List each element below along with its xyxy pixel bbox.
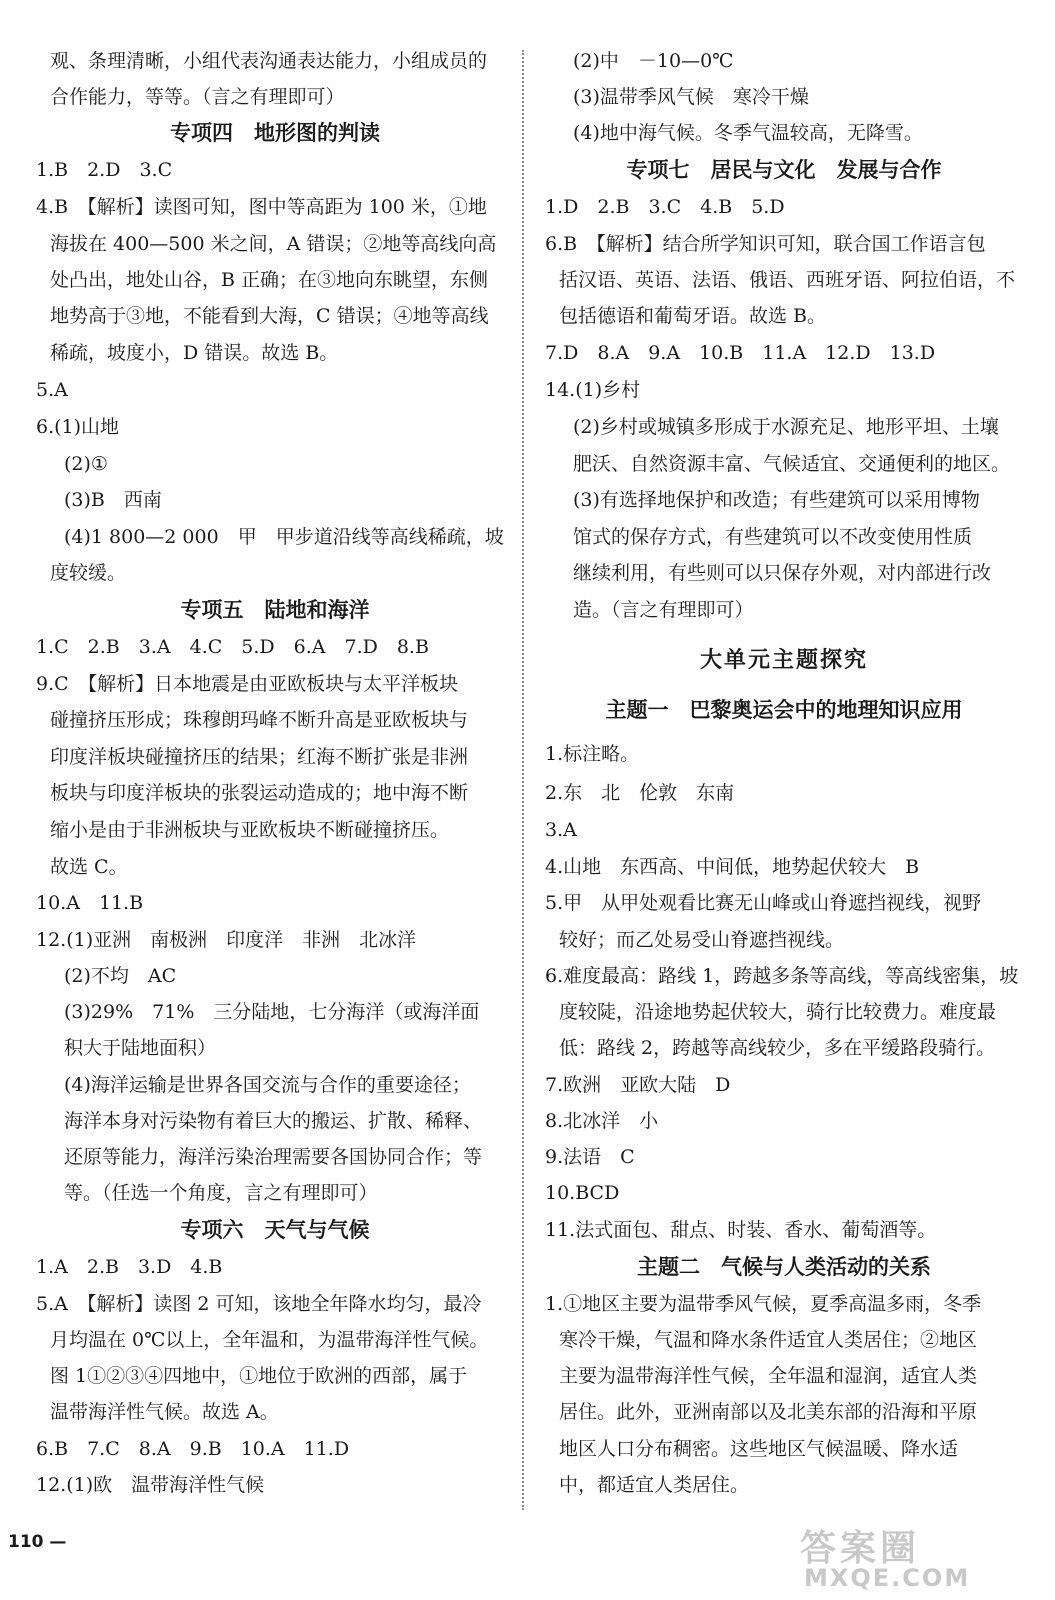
watermark-url: MXQE.COM <box>804 1564 971 1592</box>
answer-line: 海洋本身对污染物有着巨大的搬运、扩散、稀释、 <box>64 1110 483 1132</box>
answer-line: 海拔在 400—500 米之间，A 错误；②地等高线向高 <box>50 233 497 255</box>
section-heading: 专项六 天气与气候 <box>180 1218 370 1242</box>
answer-line: 还原等能力，海洋污染治理需要各国协同合作；等 <box>64 1146 483 1168</box>
answer-line: (3)有选择地保护和改造；有些建筑可以采用博物 <box>573 489 980 511</box>
answer-line: 中，都适宜人类居住。 <box>559 1474 750 1496</box>
answer-line: 低：路线 2，跨越等高线较少，多在平缓路段骑行。 <box>559 1037 996 1059</box>
answer-line: 温带海洋性气候。故选 A。 <box>50 1401 279 1423</box>
answer-line: 括汉语、英语、法语、俄语、西班牙语、阿拉伯语，不 <box>559 269 1016 291</box>
answer-line: (3)温带季风气候 寒冷干燥 <box>573 86 809 108</box>
section-heading: 专项五 陆地和海洋 <box>180 598 370 622</box>
answer-line: 印度洋板块碰撞挤压的结果；红海不断扩张是非洲 <box>50 746 469 768</box>
answer-line: 7.D 8.A 9.A 10.B 11.A 12.D 13.D <box>545 342 936 364</box>
answer-line: 1.①地区主要为温带季风气候，夏季高温多雨，冬季 <box>545 1293 982 1315</box>
answer-line: 主要为温带海洋性气候，全年温和湿润，适宜人类 <box>559 1365 978 1387</box>
answer-line: 2.东 北 伦敦 东南 <box>545 782 735 804</box>
answer-line: 图 1①②③④四地中，①地位于欧洲的西部，属于 <box>50 1365 468 1387</box>
answer-line: 4.山地 东西高、中间低，地势起伏较大 B <box>545 856 920 878</box>
answer-line: 月均温在 0℃以上，全年温和，为温带海洋性气候。 <box>50 1329 489 1351</box>
answer-line: 1.A 2.B 3.D 4.B <box>36 1256 223 1278</box>
answer-line: (2)不均 AC <box>64 965 177 987</box>
answer-line: (4)海洋运输是世界各国交流与合作的重要途径； <box>64 1074 471 1096</box>
answer-line: (2)乡村或城镇多形成于水源充足、地形平坦、土壤 <box>573 416 999 438</box>
section-heading: 专项七 居民与文化 发展与合作 <box>626 158 942 182</box>
answer-line: 3.A <box>545 819 577 841</box>
section-heading: 主题一 巴黎奥运会中的地理知识应用 <box>605 698 963 722</box>
answer-line: 6.B 7.C 8.A 9.B 10.A 11.D <box>36 1438 350 1460</box>
answer-line: 12.(1)欧 温带海洋性气候 <box>36 1474 265 1496</box>
section-heading: 主题二 气候与人类活动的关系 <box>637 1255 931 1279</box>
answer-line: 1.标注略。 <box>545 743 640 765</box>
answer-line: 6.难度最高：路线 1，跨越多条等高线，等高线密集，坡 <box>545 965 1019 987</box>
answer-line: 8.北冰洋 小 <box>545 1110 659 1132</box>
answer-line: 6.(1)山地 <box>36 416 120 438</box>
answer-line: 板块与印度洋板块的张裂运动造成的；地中海不断 <box>50 782 469 804</box>
answer-line: 5.A <box>36 379 68 401</box>
answer-line: 合作能力，等等。（言之有理即可） <box>50 86 345 108</box>
answer-line: (3)B 西南 <box>64 489 162 511</box>
answer-line: 10.A 11.B <box>36 892 144 914</box>
answer-line: 6.B 【解析】结合所学知识可知，联合国工作语言包 <box>545 233 986 255</box>
answer-line: 10.BCD <box>545 1182 620 1204</box>
answer-line: 9.法语 C <box>545 1146 635 1168</box>
watermark-title: 答案圈 <box>800 1528 921 1569</box>
answer-line: 继续利用，有些则可以只保存外观，对内部进行改 <box>573 562 992 584</box>
answer-line: 1.C 2.B 3.A 4.C 5.D 6.A 7.D 8.B <box>36 636 429 658</box>
answer-line: 观、条理清晰，小组代表沟通表达能力，小组成员的 <box>50 50 488 72</box>
answer-line: 9.C 【解析】日本地震是由亚欧板块与太平洋板块 <box>36 673 459 695</box>
answer-line: (3)29% 71% 三分陆地，七分海洋（或海洋面 <box>64 1001 480 1023</box>
answer-line: 4.B 【解析】读图可知，图中等高距为 100 米，①地 <box>36 196 487 218</box>
answer-line: 地势高于③地，不能看到大海，C 错误；④地等高线 <box>50 305 489 327</box>
page-number: 110 — <box>8 1532 67 1552</box>
answer-line: 等。（任选一个角度，言之有理即可） <box>64 1182 378 1204</box>
answer-line: 较好；而乙处易受山脊遮挡视线。 <box>559 929 845 951</box>
answer-line: (4)地中海气候。冬季气温较高，无降雪。 <box>573 122 923 144</box>
answer-line: (2)① <box>64 453 108 475</box>
section-heading: 大单元主题探究 <box>699 648 868 673</box>
answer-line: 肥沃、自然资源丰富、气候适宜、交通便利的地区。 <box>573 453 1011 475</box>
answer-line: 处凸出，地处山谷，B 正确；在③地向东眺望，东侧 <box>50 269 489 291</box>
answer-line: 稀疏，坡度小，D 错误。故选 B。 <box>50 342 339 364</box>
answer-line: 馆式的保存方式，有些建筑可以不改变使用性质 <box>573 526 973 548</box>
answer-line: 11.法式面包、甜点、时装、香水、葡萄酒等。 <box>545 1219 937 1241</box>
answer-line: 1.B 2.D 3.C <box>36 159 173 181</box>
answer-line: 5.甲 从甲处观看比赛无山峰或山脊遮挡视线，视野 <box>545 892 982 914</box>
answer-line: 寒冷干燥，气温和降水条件适宜人类居住；②地区 <box>559 1329 978 1351</box>
answer-line: 度较缓。 <box>50 562 127 584</box>
answer-line: 故选 C。 <box>50 856 128 878</box>
answer-line: 7.欧洲 亚欧大陆 D <box>545 1074 731 1096</box>
answer-line: (4)1 800—2 000 甲 甲步道沿线等高线稀疏，坡 <box>64 526 504 548</box>
answer-line: 居住。此外，亚洲南部以及北美东部的沿海和平原 <box>559 1401 978 1423</box>
answer-line: 碰撞挤压形成；珠穆朗玛峰不断升高是亚欧板块与 <box>50 709 469 731</box>
section-heading: 专项四 地形图的判读 <box>170 121 380 145</box>
answer-line: 包括德语和葡萄牙语。故选 B。 <box>559 305 827 327</box>
answer-line: 5.A 【解析】读图 2 可知，该地全年降水均匀，最冷 <box>36 1293 482 1315</box>
answer-line: 1.D 2.B 3.C 4.B 5.D <box>545 196 785 218</box>
answer-line: 缩小是由于非洲板块与亚欧板块不断碰撞挤压。 <box>50 819 450 841</box>
answer-line: 积大于陆地面积） <box>64 1037 217 1059</box>
answer-line: 造。（言之有理即可） <box>573 599 754 621</box>
answer-line: (2)中 －10—0℃ <box>573 50 734 72</box>
answer-line: 地区人口分布稠密。这些地区气候温暖、降水适 <box>559 1438 959 1460</box>
watermark-logo <box>790 1520 1040 1595</box>
answer-line: 度较陡，沿途地势起伏较大，骑行比较费力。难度最 <box>559 1001 997 1023</box>
answer-line: 14.(1)乡村 <box>545 379 641 401</box>
answer-line: 12.(1)亚洲 南极洲 印度洋 非洲 北冰洋 <box>36 929 417 951</box>
column-divider <box>522 50 524 1510</box>
